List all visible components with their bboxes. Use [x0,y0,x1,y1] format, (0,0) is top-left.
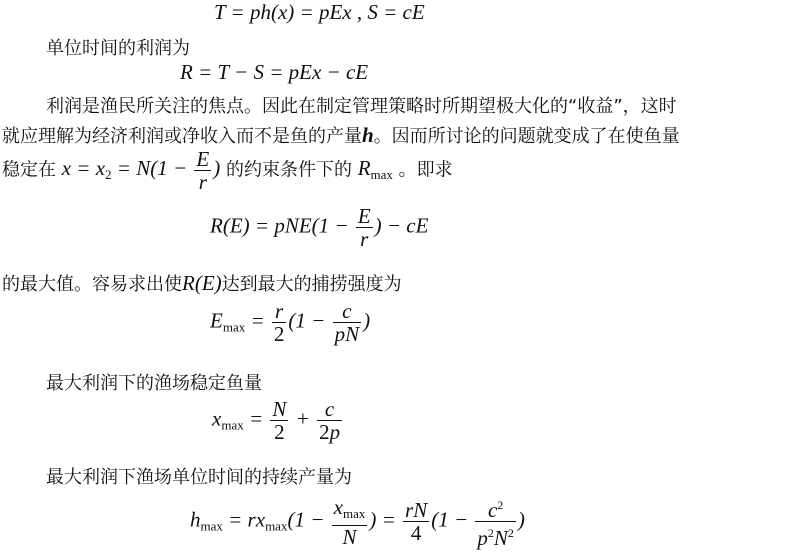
text-sustained-yield: 最大利润下渔场单位时间的持续产量为 [46,467,352,488]
text-max-value-b: 达到最大的捕捞强度为 [221,274,402,295]
equation-R-of-E: R(E) = pNE(1 − $\frac{E}{r}$ ) − cE [210,204,429,251]
equation-R: R = T − S = pEx − cE [180,60,369,84]
fraction-rN-over-4: $\frac{rN}{4}$ [405,498,428,545]
fraction-xmax-over-N: $\frac{x_{max}}{N}$ [333,494,366,549]
paragraph-line-3 [2,148,453,193]
equation-h-max: $h_{max} = rx_{max}(1$ − $\frac{x_{max}}{N}$ ) = $\frac{rN}{4}$ (1 − $\frac{c^2}{p^2N^2}$ ) [190,494,525,550]
paragraph-line-3-text-b: 的约束条件下的 [225,159,352,181]
text-stable-fish: 最大利润下的渔场稳定鱼量 [46,373,262,394]
equation-T-S: T = ph(x) = pEx , S = cE [214,0,425,24]
text-max-value-a: 的最大值。容易求出使 [2,274,182,295]
paragraph-line-1: 利润是渔民所关注的焦点。因此在制定管理策略时所期望极大化的“收益”，这时 [46,96,677,117]
fraction-E-over-r: $\frac{E}{r}$ [196,147,210,194]
fraction-c-over-pN: $\frac{c}{pN}$ [334,299,360,346]
equation-x-max: $x_{max}$ = $\frac{N}{2}$ + $\frac{c}{2p}$ [212,397,341,444]
fraction-c-over-2p: $\frac{c}{2p}$ [319,397,341,444]
fraction-c2-over-p2N2: $\frac{c^2}{p^2N^2}$ [475,494,516,549]
paragraph-line-2 [2,122,680,148]
text-max-value [2,270,402,296]
paragraph-line-2-text-a: 就应理解为经济利润或净收入而不是鱼的产量 [2,126,362,147]
fraction-N-over-2: $\frac{N}{2}$ [272,397,287,444]
paragraph-line-2-text-b: 。因而所讨论的问题就变成了在使鱼量 [373,126,680,147]
fraction-E-over-r-2: $\frac{E}{r}$ [357,204,371,251]
equation-E-max: $E_{max}$ = $\frac{r}{2}$ (1 − $\frac{c}{pN}$ ) [210,299,371,346]
constraint-x-x2: $x = x_2 = N(1$ − $\frac{E}{r}$ ) [61,147,221,194]
paragraph-line-3-text-c: 。即求 [398,159,453,181]
symbol-R-of-E: R(E) [182,271,222,295]
symbol-R-max: $R_{max}$ [357,156,393,183]
symbol-h: h [362,123,374,147]
fraction-r-over-2: $\frac{r}{2}$ [273,299,285,346]
paragraph-line-3-text-a: 稳定在 [2,159,56,181]
text-unit-profit: 单位时间的利润为 [46,38,190,59]
